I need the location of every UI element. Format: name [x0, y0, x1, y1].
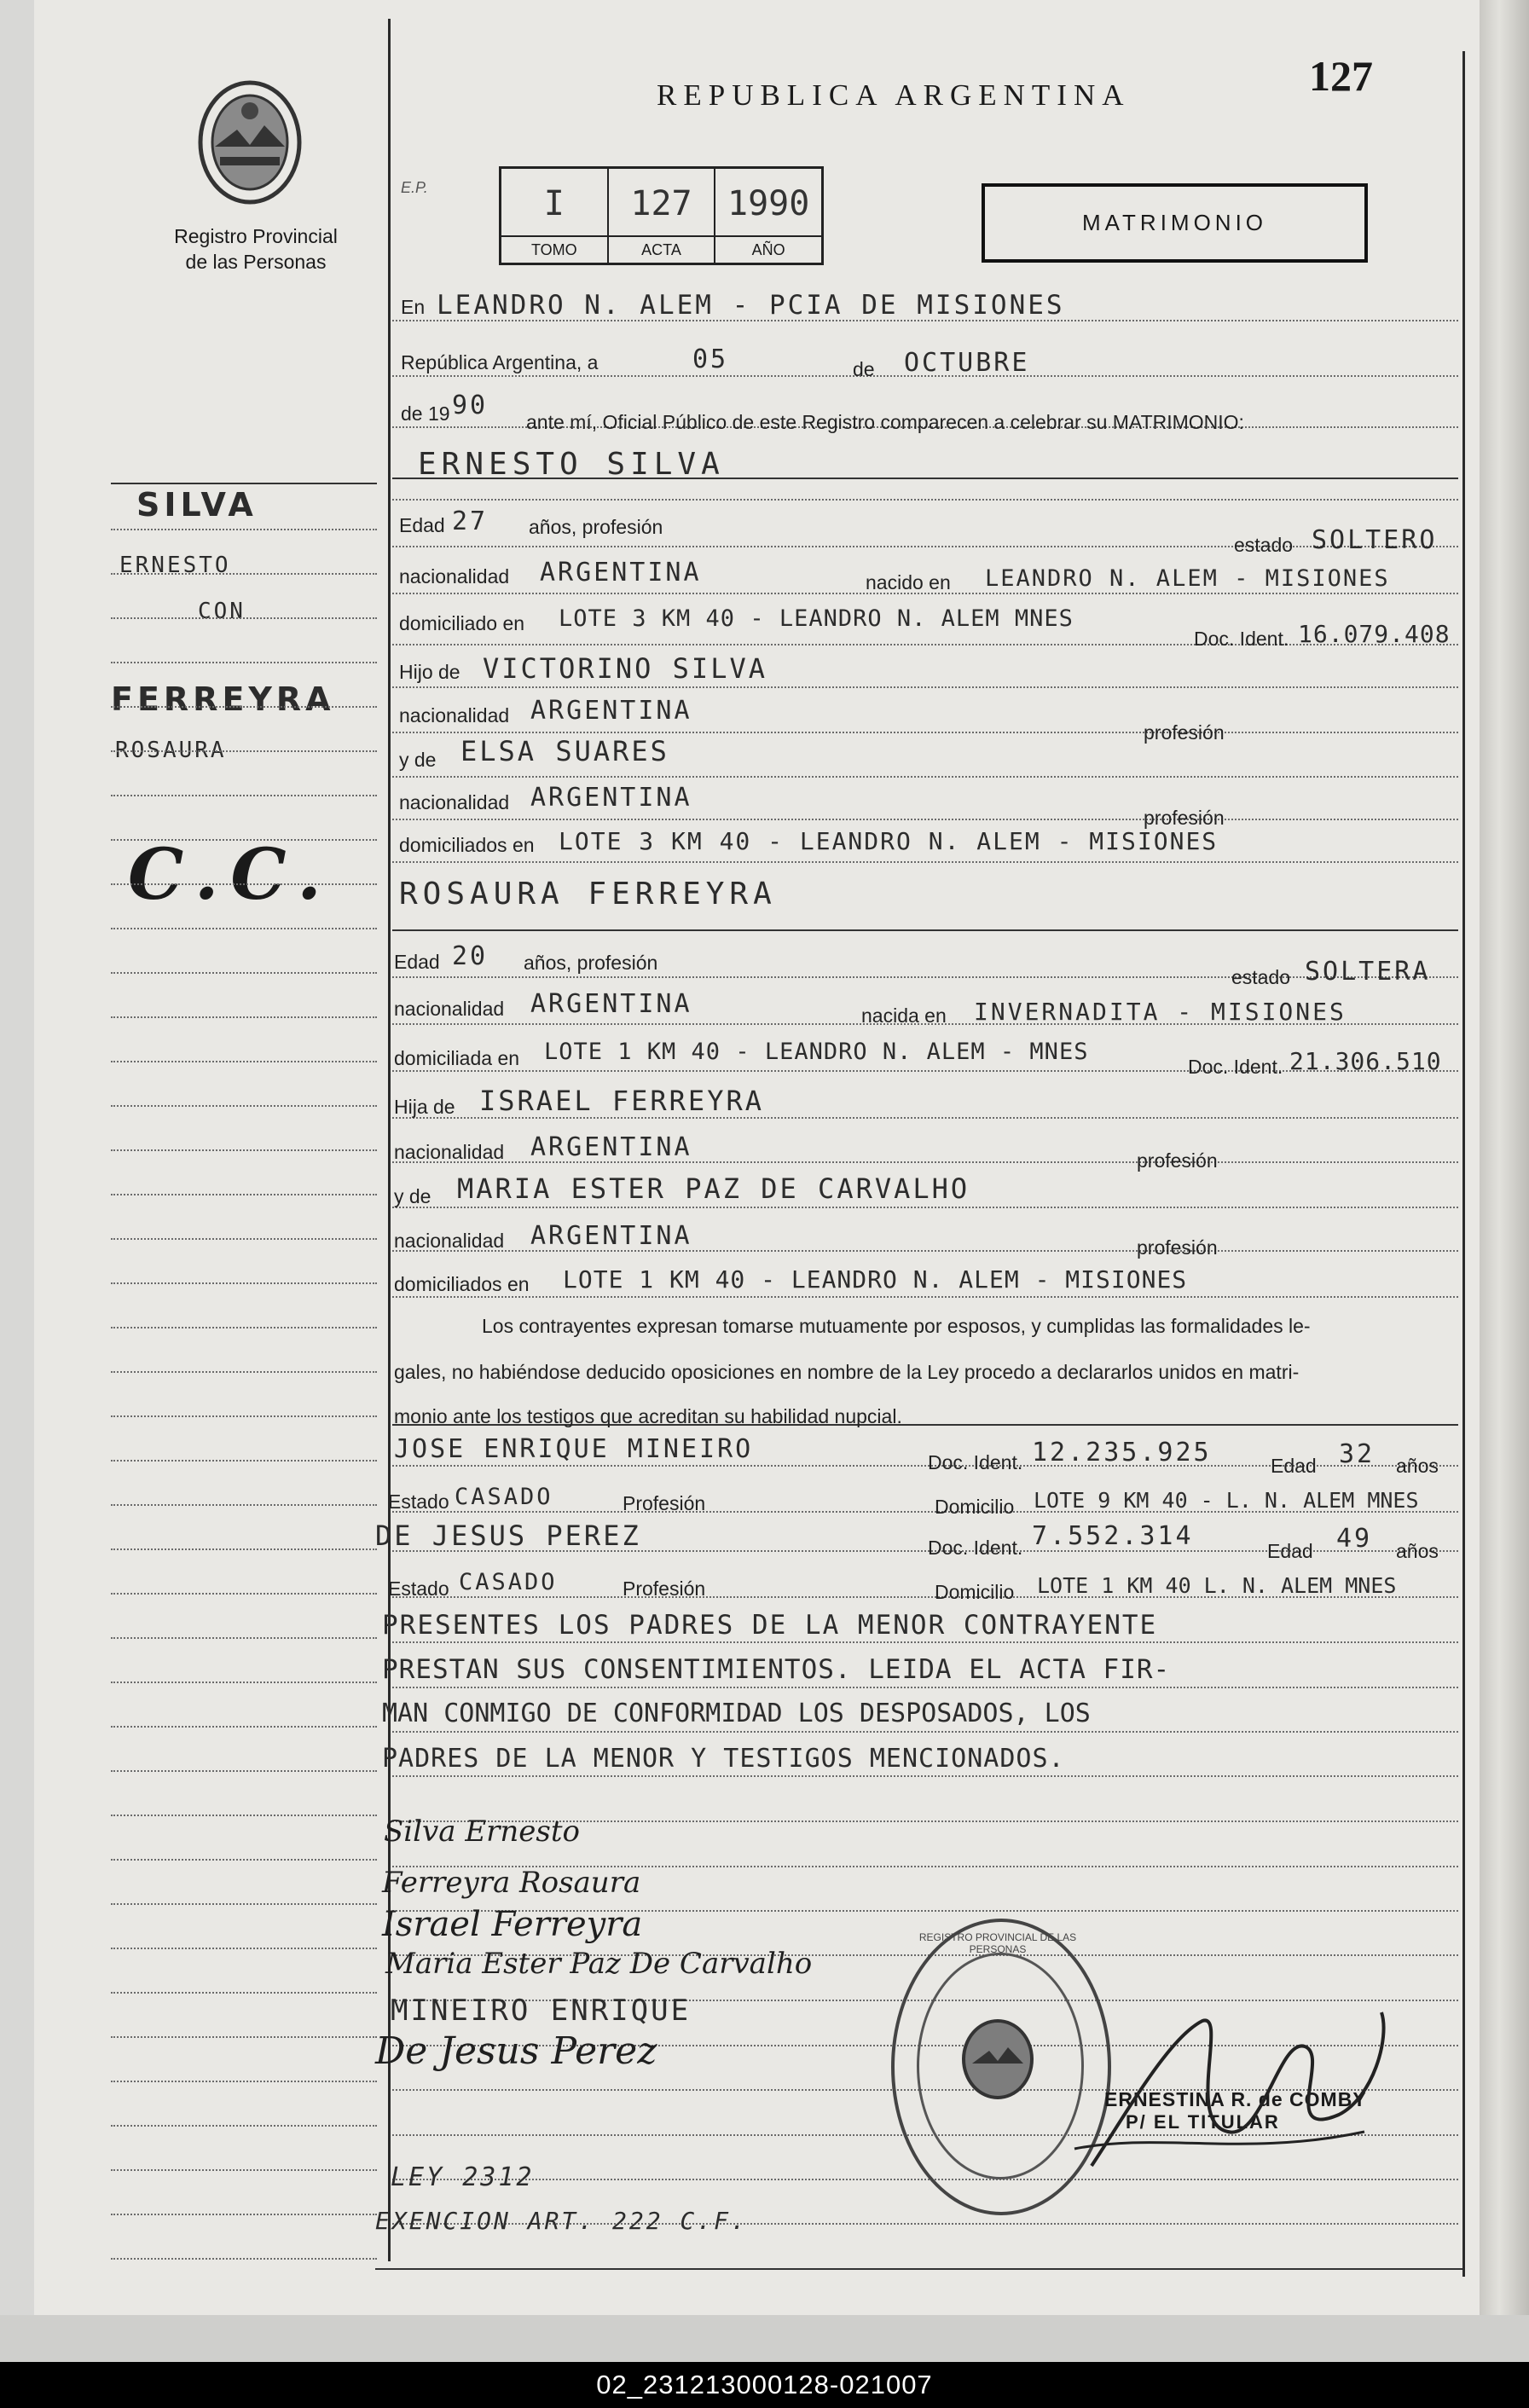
bride-section-rule	[392, 929, 1458, 931]
groom-parents-domicile: LOTE 3 KM 40 - LEANDRO N. ALEM - MISIONES	[559, 827, 1219, 855]
scan-filename: 02_231213000128-021007	[0, 2362, 1529, 2408]
bride-father: ISRAEL FERREYRA	[479, 1085, 764, 1117]
sidebar-ruled-line	[111, 1682, 377, 1683]
sidebar-ruled-line	[111, 883, 377, 885]
bride-father-profesion-label: profesión	[1137, 1149, 1218, 1172]
sidebar-ruled-line	[111, 750, 377, 752]
sidebar-ruled-line	[111, 1371, 377, 1373]
document-ruled-line	[392, 1687, 1458, 1688]
document-ruled-line	[392, 686, 1458, 688]
sidebar-ruled-line	[111, 1061, 377, 1062]
document-ruled-line	[392, 1641, 1458, 1643]
witness-2-doc: 7.552.314	[1032, 1521, 1194, 1551]
groom-age: 27	[452, 506, 489, 536]
witness-1-age: 32	[1339, 1439, 1376, 1469]
sidebar-ruled-line	[111, 706, 377, 708]
sidebar-ruled-line	[111, 928, 377, 929]
witness-2-domicilio-label: Domicilio	[935, 1581, 1015, 1603]
signature-groom: Silva Ernesto	[384, 1815, 580, 1849]
bride-mother-label: y de	[394, 1185, 431, 1207]
record-type-box: MATRIMONIO	[982, 183, 1368, 263]
month-value: OCTUBRE	[904, 348, 1030, 378]
witness-2-anos-label: años	[1396, 1540, 1439, 1562]
groom-nacido-label: nacido en	[866, 571, 951, 593]
bride-father-nacionalidad-label: nacionalidad	[394, 1141, 505, 1163]
groom-father-profesion-label: profesión	[1144, 721, 1225, 744]
stamp-text: REGISTRO PROVINCIAL DE LAS PERSONAS	[918, 1931, 1077, 1955]
sidebar-ruled-line	[111, 2036, 377, 2038]
groom-full-name: ERNESTO SILVA	[418, 447, 725, 482]
document-ruled-line	[392, 819, 1458, 820]
registry-name	[153, 223, 358, 275]
registry-line-1: Registro Provincial	[174, 225, 338, 247]
sidebar-ruled-line	[111, 1016, 377, 1018]
sidebar-ruled-line	[111, 1637, 377, 1639]
sidebar-ruled-line	[111, 972, 377, 974]
sidebar-ruled-line	[111, 2125, 377, 2127]
tomo-cell	[501, 169, 609, 263]
witness-2-edad-label: Edad	[1267, 1540, 1313, 1562]
sidebar-name-1: ERNESTO	[119, 553, 231, 578]
acta-value: 127	[630, 184, 692, 223]
document-ruled-line	[392, 1296, 1458, 1298]
signature-mother-bride: Maria Ester Paz De Carvalho	[385, 1947, 813, 1981]
sidebar-ruled-line	[111, 2081, 377, 2082]
document-ruled-line	[392, 861, 1458, 863]
bride-full-name: ROSAURA FERREYRA	[399, 877, 777, 912]
bride-anos-profesion-label: años, profesión	[524, 952, 658, 974]
bride-doc: 21.306.510	[1289, 1047, 1442, 1075]
de-label: de	[853, 358, 875, 380]
sidebar-ruled-line	[111, 1548, 377, 1550]
sidebar-ruled-line	[111, 2214, 377, 2215]
note-line-1: PRESENTES LOS PADRES DE LA MENOR CONTRAYENTE	[382, 1610, 1158, 1641]
bride-mother: MARIA ESTER PAZ DE CARVALHO	[457, 1172, 970, 1205]
document-ruled-line	[392, 1117, 1458, 1119]
sidebar-con: CON	[198, 599, 246, 624]
sidebar-ruled-line	[111, 617, 377, 619]
bride-nacionalidad-label: nacionalidad	[394, 998, 505, 1020]
footer-note-exemption: EXENCION ART. 222 C.F.	[375, 2207, 748, 2235]
witness-2-estado-label: Estado	[388, 1577, 449, 1600]
bride-doc-label: Doc. Ident.	[1188, 1056, 1283, 1078]
bride-parents-domicile-label: domiciliados en	[394, 1273, 530, 1295]
witness-2-doc-label: Doc. Ident.	[928, 1537, 1023, 1559]
groom-mother-nationality: ARGENTINA	[530, 783, 692, 813]
groom-domicilio: LOTE 3 KM 40 - LEANDRO N. ALEM MNES	[559, 605, 1074, 632]
anio-value: 1990	[727, 184, 810, 223]
sidebar-ruled-line	[111, 1238, 377, 1240]
sidebar-ruled-line	[111, 662, 377, 663]
right-frame-line	[1462, 51, 1465, 2277]
groom-mother-nacionalidad-label: nacionalidad	[399, 791, 510, 813]
provincial-crest-icon	[194, 78, 305, 206]
stamp-crest-icon	[955, 2017, 1040, 2102]
sidebar-ruled-line	[111, 529, 377, 530]
sidebar-ruled-line	[111, 1415, 377, 1417]
sidebar-ruled-line	[111, 1149, 377, 1151]
signature-father-bride: Israel Ferreyra	[382, 1905, 643, 1944]
bottom-frame-rule	[375, 2268, 1462, 2270]
sidebar-ruled-line	[111, 1460, 377, 1462]
reference-table	[499, 166, 824, 265]
bride-age: 20	[452, 941, 489, 971]
sidebar-ruled-line	[111, 795, 377, 796]
anio-label: AÑO	[715, 235, 821, 263]
bride-father-label: Hija de	[394, 1096, 455, 1118]
bride-estado-label: estado	[1231, 966, 1291, 988]
bride-domicilio-label: domiciliada en	[394, 1047, 520, 1069]
tomo-label: TOMO	[501, 235, 607, 263]
document-ruled-line	[392, 499, 1458, 501]
groom-father-nationality: ARGENTINA	[530, 696, 692, 726]
declaration-line-3: monio ante los testigos que acreditan su habilidad nupcial.	[394, 1405, 902, 1427]
bride-mother-profesion-label: profesión	[1137, 1236, 1218, 1259]
signature-witness-2: De Jesus Perez	[375, 2029, 657, 2073]
declaration-line-2: gales, no habiéndose deducido oposiciones en nombre de la Ley procedo a declararlos unidos en matri-	[394, 1361, 1300, 1383]
sidebar-ruled-line	[111, 1593, 377, 1595]
witness-1-estado: CASADO	[455, 1484, 553, 1510]
witness-2-profesion-label: Profesión	[623, 1577, 706, 1600]
ep-mark: E.P.	[401, 179, 428, 196]
sidebar-name-2: ROSAURA	[115, 738, 227, 763]
witness-1-edad-label: Edad	[1271, 1455, 1317, 1477]
acta-cell	[609, 169, 716, 263]
sidebar-top-rule	[111, 483, 377, 484]
registry-line-2: de las Personas	[185, 251, 327, 273]
bride-nacionalidad: ARGENTINA	[530, 989, 692, 1019]
sidebar-ruled-line	[111, 1948, 377, 1949]
sidebar-ruled-line	[111, 1815, 377, 1816]
tomo-value: I	[543, 184, 565, 223]
groom-anos-profesion-label: años, profesión	[529, 516, 663, 538]
sidebar-surname-2: FERREYRA	[111, 680, 335, 718]
signature-bride: Ferreyra Rosaura	[382, 1866, 641, 1900]
signature-witness-1: MINEIRO ENRIQUE	[391, 1994, 692, 2028]
witness-1-estado-label: Estado	[388, 1491, 449, 1513]
document-ruled-line	[392, 976, 1458, 978]
document-ruled-line	[392, 732, 1458, 733]
declaration-line-1: Los contrayentes expresan tomarse mutuamente por esposos, y cumplidas las formalidades le-	[482, 1315, 1311, 1337]
witness-2-age: 49	[1336, 1524, 1373, 1554]
sidebar-ruled-line	[111, 1770, 377, 1772]
groom-mother: ELSA SUARES	[460, 735, 669, 767]
document-ruled-line	[392, 546, 1458, 547]
witness-1-doc: 12.235.925	[1032, 1438, 1212, 1467]
place-value: LEANDRO N. ALEM - PCIA DE MISIONES	[437, 290, 1065, 321]
bride-mother-nationality: ARGENTINA	[530, 1221, 692, 1251]
note-line-4: PADRES DE LA MENOR Y TESTIGOS MENCIONADOS.	[382, 1744, 1065, 1774]
bride-nacida-label: nacida en	[861, 1004, 947, 1027]
groom-estado-label: estado	[1234, 534, 1294, 556]
witness-2-name: DE JESUS PEREZ	[375, 1519, 641, 1552]
sidebar-ruled-line	[111, 839, 377, 841]
bride-domicilio: LOTE 1 KM 40 - LEANDRO N. ALEM - MNES	[544, 1039, 1089, 1065]
groom-father-nacionalidad-label: nacionalidad	[399, 704, 510, 726]
bride-birthplace: INVERNADITA - MISIONES	[974, 998, 1347, 1026]
official-name: ERNESTINA R. de COMBY	[1104, 2088, 1367, 2110]
witness-1-name: JOSE ENRIQUE MINEIRO	[394, 1434, 754, 1464]
sidebar-ruled-line	[111, 1105, 377, 1107]
witness-1-profesion-label: Profesión	[623, 1492, 706, 1514]
witness-2-estado: CASADO	[459, 1569, 558, 1595]
document-ruled-line	[392, 776, 1458, 778]
sidebar-ruled-line	[111, 1859, 377, 1861]
sidebar-ruled-line	[111, 573, 377, 575]
anio-cell	[715, 169, 821, 263]
groom-parents-domicile-label: domiciliados en	[399, 834, 535, 856]
document-ruled-line	[392, 1775, 1458, 1777]
sidebar-ruled-line	[111, 1282, 377, 1284]
bride-estado: SOLTERA	[1305, 957, 1431, 987]
groom-nacionalidad-label: nacionalidad	[399, 565, 510, 588]
footer-note-law: LEY 2312	[391, 2162, 535, 2192]
sidebar-ruled-line	[111, 2169, 377, 2171]
groom-father: VICTORINO SILVA	[483, 652, 767, 685]
sidebar-mark: C.C.	[128, 834, 333, 916]
note-line-2: PRESTAN SUS CONSENTIMIENTOS. LEIDA EL ACTA FIR-	[382, 1654, 1171, 1685]
sidebar-ruled-line	[111, 1992, 377, 1994]
groom-doc: 16.079.408	[1298, 620, 1451, 648]
year-suffix-value: 90	[452, 391, 489, 420]
sidebar-surname-1: SILVA	[136, 486, 258, 524]
bride-mother-nacionalidad-label: nacionalidad	[394, 1230, 505, 1252]
official-signature-scribble	[1057, 1987, 1407, 2183]
groom-domicilio-label: domiciliado en	[399, 612, 525, 634]
sidebar-ruled-line	[111, 1903, 377, 1905]
year-prefix-label: de 19	[401, 402, 450, 425]
intro-sentence: ante mí, Oficial Público de este Registro comparecen a celebrar su MATRIMONIO:	[526, 411, 1244, 433]
groom-birthplace: LEANDRO N. ALEM - MISIONES	[985, 565, 1390, 592]
document-ruled-line	[392, 1731, 1458, 1733]
sidebar-ruled-line	[111, 1194, 377, 1195]
sidebar-ruled-line	[111, 2258, 377, 2260]
official-title: P/ EL TITULAR	[1126, 2111, 1280, 2133]
groom-estado: SOLTERO	[1312, 525, 1438, 555]
republic-label: República Argentina, a	[401, 351, 599, 373]
witness-1-domicilio-label: Domicilio	[935, 1496, 1015, 1518]
day-value: 05	[692, 344, 729, 374]
witness-1-doc-label: Doc. Ident.	[928, 1451, 1023, 1473]
acta-label: ACTA	[609, 235, 715, 263]
country-title: REPUBLICA ARGENTINA	[657, 78, 1131, 112]
groom-father-label: Hijo de	[399, 661, 460, 683]
note-line-3: MAN CONMIGO DE CONFORMIDAD LOS DESPOSADOS, LOS	[382, 1699, 1091, 1728]
groom-mother-profesion-label: profesión	[1144, 807, 1225, 829]
witness-1-domicilio: LOTE 9 KM 40 - L. N. ALEM MNES	[1034, 1488, 1419, 1513]
sidebar-ruled-line	[111, 1726, 377, 1728]
witness-1-anos-label: años	[1396, 1455, 1439, 1477]
groom-mother-label: y de	[399, 749, 437, 771]
bride-father-nationality: ARGENTINA	[530, 1132, 692, 1162]
en-label: En	[401, 296, 426, 318]
page-number: 127	[1309, 52, 1373, 100]
sidebar-ruled-line	[111, 1504, 377, 1506]
groom-doc-label: Doc. Ident.	[1194, 628, 1289, 650]
bride-edad-label: Edad	[394, 951, 440, 973]
groom-nacionalidad: ARGENTINA	[540, 558, 702, 588]
book-binding	[1480, 0, 1529, 2315]
bride-parents-domicile: LOTE 1 KM 40 - LEANDRO N. ALEM - MISIONES	[563, 1265, 1188, 1294]
witness-2-domicilio: LOTE 1 KM 40 L. N. ALEM MNES	[1037, 1573, 1397, 1598]
document-ruled-line	[392, 1207, 1458, 1208]
groom-edad-label: Edad	[399, 514, 445, 536]
sidebar-ruled-line	[111, 1327, 377, 1328]
